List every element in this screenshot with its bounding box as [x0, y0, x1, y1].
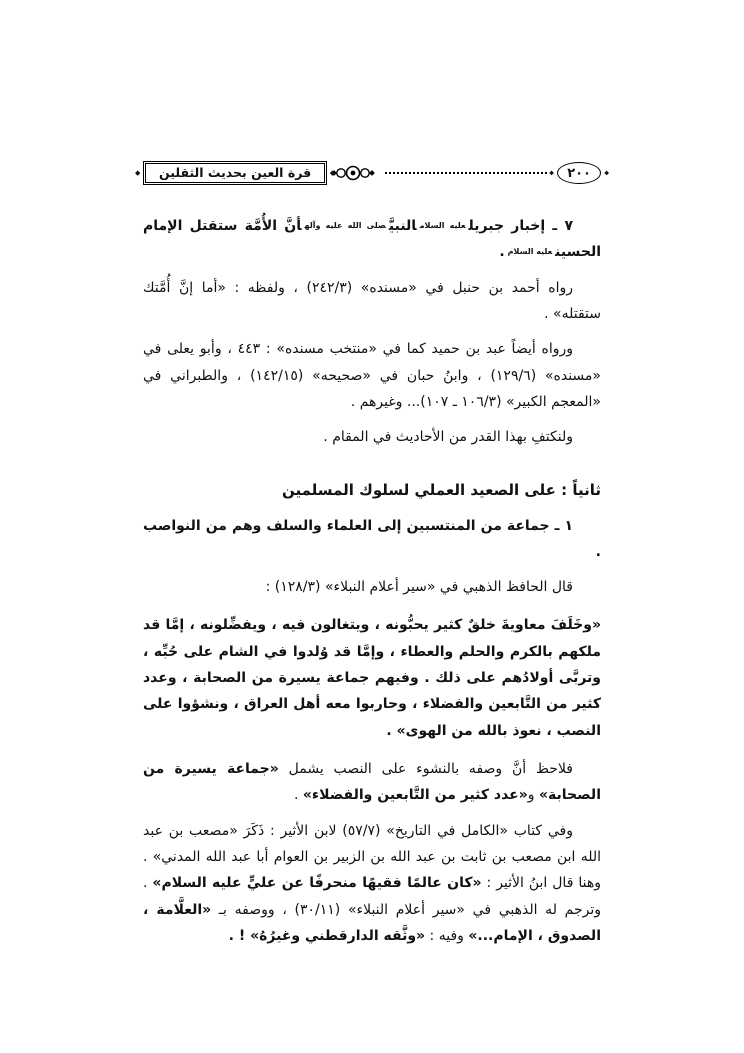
text-segment-bold: «وثَّقه الدارقطني وغيرُهُ» [250, 927, 426, 944]
sallallahu-alayhi-waalihi-icon: صلى الله عليه وآله [304, 221, 386, 230]
text-segment: . [293, 787, 303, 804]
paragraph-kamil-ibn-athir [143, 818, 601, 950]
text-segment-bold: ! . [228, 927, 251, 944]
item-1-heading: ١ ـ جماعة من المنتسبين إلى العلماء والسلف وهم من النواصب . [143, 517, 601, 560]
hadith-7-heading [143, 213, 601, 266]
alayhis-salam-icon: عليه السلام [507, 247, 553, 257]
page-content [143, 213, 601, 949]
text-segment-bold: «عدد كثير من التَّابعين والفضلاء» [302, 787, 528, 804]
text-segment-bold: «جماعة يسيرة من الصحابة» [143, 761, 601, 804]
section-2-heading: ثانياً : على الصعيد العملي لسلوك المسلمين [282, 480, 601, 499]
alayhis-salam-icon: عليه السلام [419, 221, 466, 230]
paragraph-dhahabi-intro: قال الحافظ الذهبي في «سير أعلام النبلاء» (١٢٨/٣) : [265, 579, 573, 596]
heading-text-segment: . [499, 244, 505, 261]
text-segment-bold: «كان عالمًا فقيهًا منحرفًا عن عليٍّ عليه السلام» [152, 875, 482, 892]
heading-text-segment: أنَّ الأُمَّة ستقتل الإمام الحسين [143, 218, 601, 261]
header-ornament-icon [331, 164, 375, 182]
page-header [143, 160, 601, 186]
paragraph-other-sources: ورواه أيضاً عبد بن حميد كما في «منتخب مسنده» : ٤٤٣ ، وأبو يعلى في «مسنده» (١٢٩/٦) ، وابنُ حبان في «صحيحه» (١٤٢/١٥) ، والطبراني في «المعجم الكبير» (١٠٦/٣ ـ ١٠٧)... وغيرهم . [143, 341, 601, 410]
page-number-badge: ◆ ٢٠٠ ◆ [557, 162, 601, 184]
heading-text-segment: النبيَّ [388, 218, 417, 234]
paragraph-suffice: ولنكتفِ بهذا القدر من الأحاديث في المقام . [323, 429, 573, 446]
paragraph-ahmad-musnad: رواه أحمد بن حنبل في «مسنده» (٢٤٢/٣) ، ولفظه : «أما إنَّ أُمَّتك ستقتله» . [143, 279, 601, 322]
heading-text-segment: ٧ ـ إخبار جبريل [468, 218, 574, 234]
text-segment: وفيه : [425, 927, 469, 944]
dotted-rule [385, 172, 547, 174]
text-segment-bold: «العلَّامة ، الصدوق ، الإمام...» [143, 901, 601, 944]
text-segment: وفي كتاب «الكامل في التاريخ» (٥٧/٧) لابن الأثير : ذَكَرَ «مصعب بن عبد الله ابن مصعب بن ثابت بن عبد الله بن الزبير بن العوام أبا عبد الله المدني» . وهنا قال ابنُ الأثير : [143, 822, 601, 892]
text-segment: و [527, 787, 539, 804]
text-segment: فلاحظ أنَّ وصفه بالنشوء على النصب يشمل [278, 761, 573, 777]
paragraph-observation [143, 756, 601, 809]
book-title-banner: ◆ قرة العين بحديث الثقلين ◆ [143, 161, 327, 185]
text-segment: . وترجم له الذهبي في «سير أعلام النبلاء» (٣٠/١١) ، ووصفه بـ [143, 875, 602, 918]
dhahabi-quote: «وخَلَفَ معاويةَ خلقٌ كثير يحبُّونه ، ويتغالون فيه ، ويفضِّلونه ، إمَّا قد ملكهم بالكرم والحلم والعطاء ، وإمَّا قد وُلدوا في الشام على حُبِّه ، وتربَّى أولادُهم على ذلك . وفيهم جماعة يسيرة من الصحابة ، وعدد كثير من التَّابعين والفضلاء ، وحاربوا معه أهل العراق ، ونشؤوا على النصب ، نعوذ بالله من الهوى» . [143, 617, 601, 739]
